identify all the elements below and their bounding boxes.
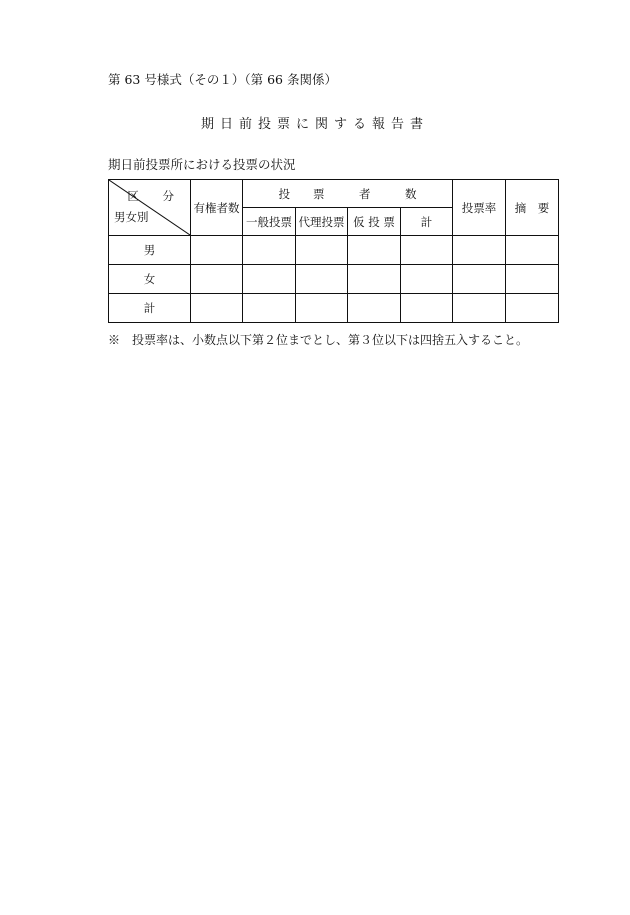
document-title: 期日前投票に関する報告書 <box>200 117 429 132</box>
cell-eligible[interactable] <box>191 265 243 294</box>
cell-total[interactable] <box>401 294 453 323</box>
form-number: 第 63 号様式（その１）（第 66 条関係） <box>108 72 337 87</box>
cell-remarks[interactable] <box>506 265 559 294</box>
cell-turnout[interactable] <box>453 236 506 265</box>
row-label-female: 女 <box>109 265 191 294</box>
corner-label-gender: 男女別 <box>114 210 149 224</box>
cell-total[interactable] <box>401 236 453 265</box>
corner-header-cell <box>109 180 191 236</box>
cell-general[interactable] <box>243 265 296 294</box>
subheader-general: 一般投票 <box>243 208 296 236</box>
table-row-total <box>109 294 559 323</box>
subheader-total: 計 <box>401 208 453 236</box>
cell-turnout[interactable] <box>453 294 506 323</box>
cell-turnout[interactable] <box>453 265 506 294</box>
table-row-male <box>109 236 559 265</box>
cell-provisional[interactable] <box>348 236 401 265</box>
subheader-proxy: 代理投票 <box>296 208 348 236</box>
subheader-provisional: 仮 投 票 <box>348 208 401 236</box>
cell-total[interactable] <box>401 265 453 294</box>
section-subtitle: 期日前投票所における投票の状況 <box>108 157 296 172</box>
cell-proxy[interactable] <box>296 265 348 294</box>
cell-remarks[interactable] <box>506 236 559 265</box>
table-row-female <box>109 265 559 294</box>
cell-provisional[interactable] <box>348 265 401 294</box>
header-eligible-voters: 有権者数 <box>191 180 243 236</box>
cell-general[interactable] <box>243 294 296 323</box>
footnote: ※ 投票率は、小数点以下第２位までとし、第３位以下は四捨五入すること。 <box>108 333 529 347</box>
cell-proxy[interactable] <box>296 294 348 323</box>
header-voter-count: 投 票 者 数 <box>243 180 453 208</box>
cell-remarks[interactable] <box>506 294 559 323</box>
cell-proxy[interactable] <box>296 236 348 265</box>
row-label-total: 計 <box>109 294 191 323</box>
report-table <box>108 179 559 323</box>
cell-provisional[interactable] <box>348 294 401 323</box>
cell-general[interactable] <box>243 236 296 265</box>
corner-label-category: 区 分 <box>127 189 184 203</box>
cell-eligible[interactable] <box>191 236 243 265</box>
header-remarks: 摘 要 <box>506 180 559 236</box>
header-turnout: 投票率 <box>453 180 506 236</box>
cell-eligible[interactable] <box>191 294 243 323</box>
row-label-male: 男 <box>109 236 191 265</box>
